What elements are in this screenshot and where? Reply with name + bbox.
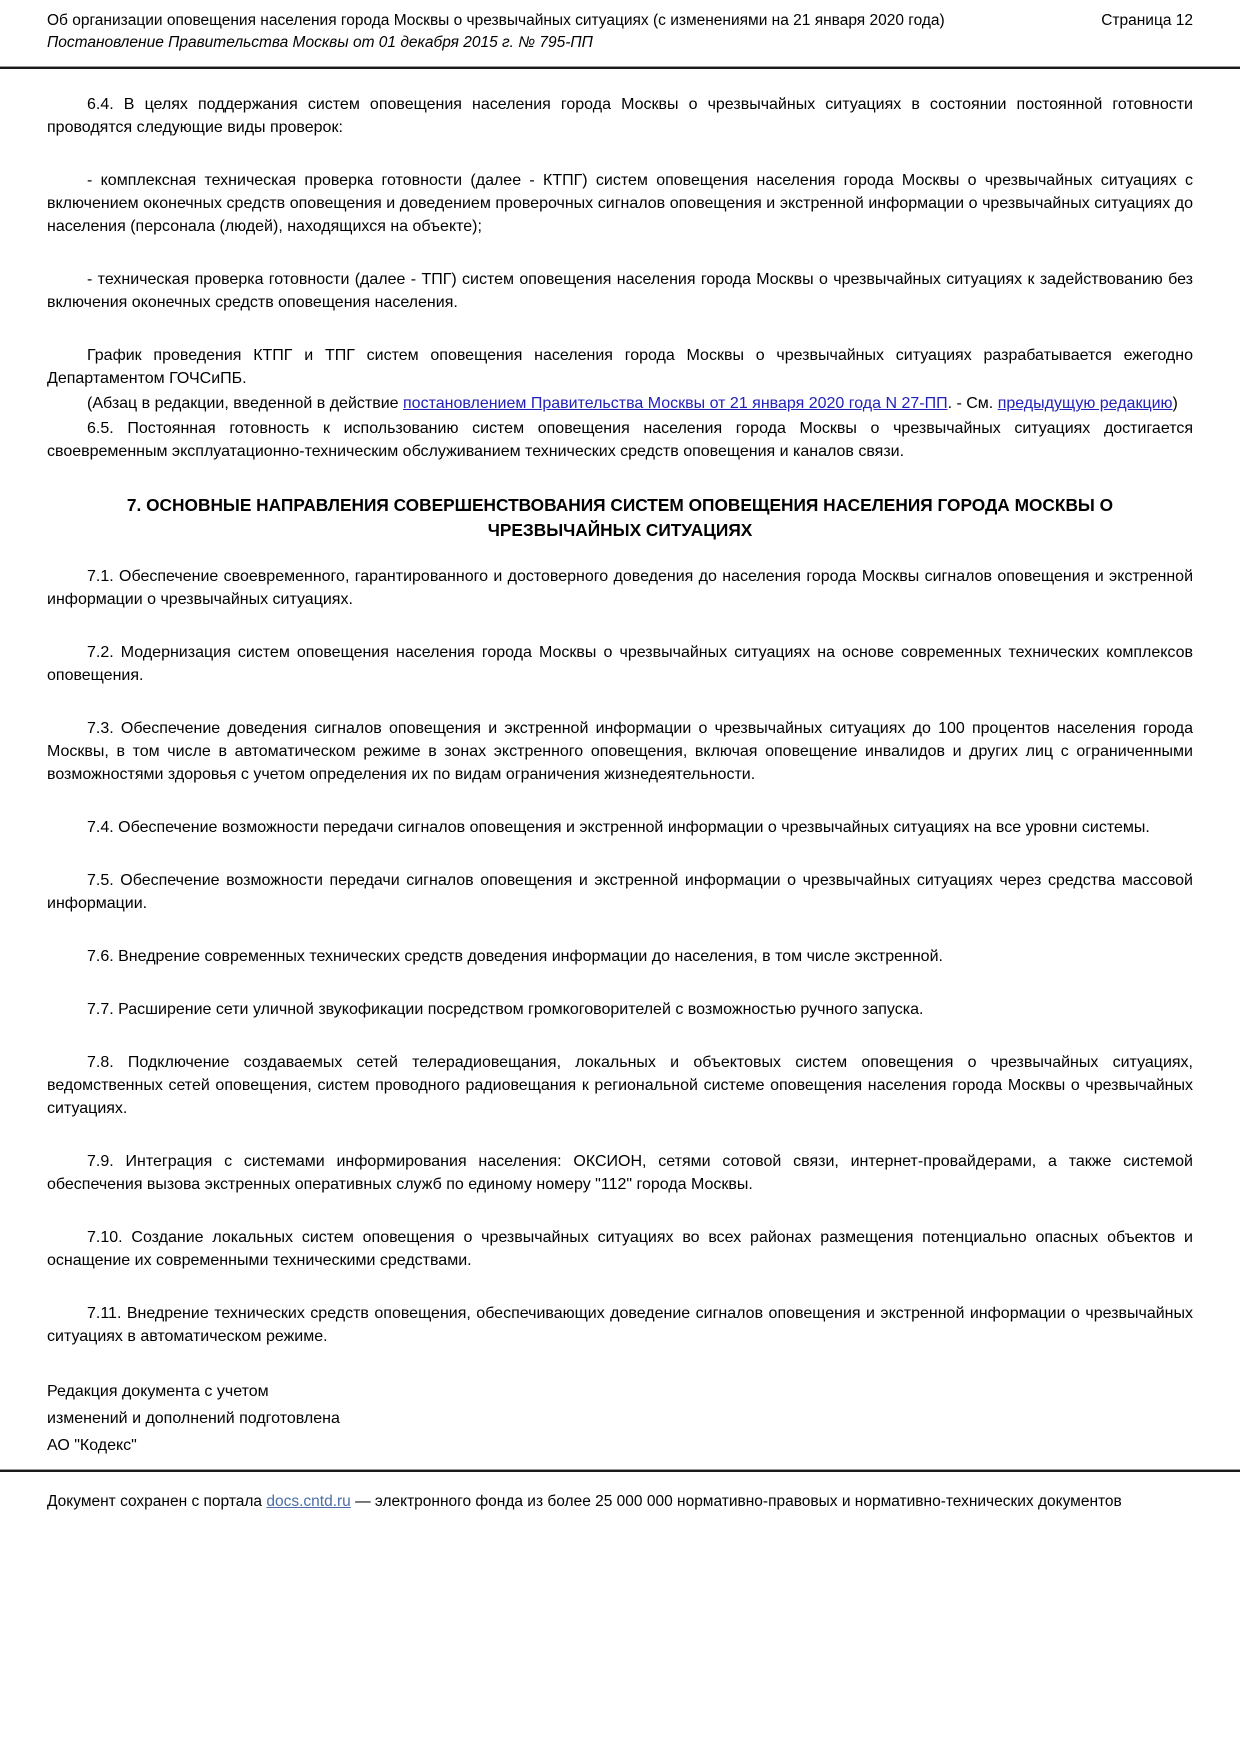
paragraph-7-9: 7.9. Интеграция с системами информирования населения: ОКСИОН, сетями сотовой связи, интернет-провайдерами, а также системой обеспечения вызова экстренных оперативных служб по единому номеру "112" города Москвы. bbox=[47, 1153, 1193, 1193]
footer-text-pre: Документ сохранен с портала bbox=[47, 1493, 267, 1510]
list-item-ktpg: - комплексная техническая проверка готовности (далее - КТПГ) систем оповещения населения города Москвы о чрезвычайных ситуациях с включением оконечных средств оповещения и доведением проверочных сигналов оповещения и экстренной информации о чрезвычайных ситуациях до населения (персонала (людей), находящихся на объекте); bbox=[47, 172, 1193, 235]
paragraph-7-10: 7.10. Создание локальных систем оповещения о чрезвычайных ситуациях во всех районах размещения потенциально опасных объектов и оснащение их современными техническими средствами. bbox=[47, 1229, 1193, 1269]
paragraph-6-4: 6.4. В целях поддержания систем оповещения населения города Москвы о чрезвычайных ситуациях в состоянии постоянной готовности проводятся следующие виды проверок: bbox=[47, 96, 1193, 136]
document-title: Об организации оповещения населения города Москвы о чрезвычайных ситуациях (с изменениями на 21 января 2020 года) bbox=[47, 12, 945, 29]
amendment-text-pre: (Абзац в редакции, введенной в действие bbox=[87, 395, 403, 412]
credits-line-1: Редакция документа с учетом bbox=[47, 1383, 269, 1400]
paragraph-7-1: 7.1. Обеспечение своевременного, гарантированного и достоверного доведения до населения города Москвы сигналов оповещения и экстренной информации о чрезвычайных ситуациях. bbox=[47, 568, 1193, 608]
credits-line-3: АО "Кодекс" bbox=[47, 1437, 137, 1454]
page-header bbox=[0, 0, 1240, 66]
paragraph-amendment-note bbox=[47, 392, 1193, 415]
paragraph-7-7: 7.7. Расширение сети уличной звукофикации посредством громкоговорителей с возможностью ручного запуска. bbox=[87, 1001, 924, 1018]
paragraph-7-2: 7.2. Модернизация систем оповещения населения города Москвы о чрезвычайных ситуациях на основе современных технических комплексов оповещения. bbox=[47, 644, 1193, 684]
portal-link[interactable]: docs.cntd.ru bbox=[266, 1493, 351, 1510]
paragraph-7-8: 7.8. Подключение создаваемых сетей телерадиовещания, локальных и объектовых систем оповещения о чрезвычайных ситуациях, ведомственных сетей оповещения, систем проводного радиовещания к региональной системе оповещения населения города Москвы о чрезвычайных ситуациях. bbox=[47, 1054, 1193, 1117]
page-number: Страница 12 bbox=[1101, 12, 1193, 29]
paragraph-6-5: 6.5. Постоянная готовность к использованию систем оповещения населения города Москвы о чрезвычайных ситуациях достигается своевременным эксплуатационно-техническим обслуживанием технических средств оповещения и каналов связи. bbox=[47, 420, 1193, 460]
amendment-text-mid: . - См. bbox=[947, 395, 998, 412]
paragraph-7-5: 7.5. Обеспечение возможности передачи сигналов оповещения и экстренной информации о чрезвычайных ситуациях через средства массовой информации. bbox=[47, 872, 1193, 912]
paragraph-schedule: График проведения КТПГ и ТПГ систем оповещения населения города Москвы о чрезвычайных ситуациях разрабатывается ежегодно Департаментом ГОЧСиПБ. bbox=[47, 347, 1193, 387]
paragraph-7-4: 7.4. Обеспечение возможности передачи сигналов оповещения и экстренной информации о чрезвычайных ситуациях на все уровни системы. bbox=[87, 819, 1150, 836]
footer-note bbox=[47, 1488, 1187, 1515]
list-item-tpg: - техническая проверка готовности (далее - ТПГ) систем оповещения населения города Москвы о чрезвычайных ситуациях к задействованию без включения оконечных средств оповещения населения. bbox=[47, 271, 1193, 311]
credits-block bbox=[47, 1378, 1193, 1459]
header-title-block bbox=[47, 10, 1077, 54]
paragraph-7-3: 7.3. Обеспечение доведения сигналов оповещения и экстренной информации о чрезвычайных ситуациях до 100 процентов населения города Москвы, в том числе в автоматическом режиме в зонах экстренного оповещения, включая оповещение инвалидов и других лиц с ограниченными возможностями здоровья с учетом определения их по видам ограничения жизнедеятельности. bbox=[47, 720, 1193, 783]
paragraph-7-6: 7.6. Внедрение современных технических средств доведения информации до населения, в том числе экстренной. bbox=[87, 948, 943, 965]
paragraph-7-11: 7.11. Внедрение технических средств оповещения, обеспечивающих доведение сигналов оповещения и экстренной информации о чрезвычайных ситуациях в автоматическом режиме. bbox=[47, 1305, 1193, 1345]
section-7-heading: 7. ОСНОВНЫЕ НАПРАВЛЕНИЯ СОВЕРШЕНСТВОВАНИЯ СИСТЕМ ОПОВЕЩЕНИЯ НАСЕЛЕНИЯ ГОРОДА МОСКВЫ О ЧРЕЗВЫЧАЙНЫХ СИТУАЦИЯХ bbox=[126, 495, 1114, 540]
credits-line-2: изменений и дополнений подготовлена bbox=[47, 1410, 340, 1427]
document-body bbox=[0, 69, 1240, 1459]
amendment-text-post: ) bbox=[1172, 395, 1178, 412]
previous-edition-link[interactable]: предыдущую редакцию bbox=[997, 395, 1173, 412]
document-subtitle: Постановление Правительства Москвы от 01 декабря 2015 г. № 795-ПП bbox=[47, 34, 593, 51]
page-footer bbox=[0, 1472, 1240, 1515]
resolution-27-pp-link[interactable]: постановлением Правительства Москвы от 21 января 2020 года N 27-ПП bbox=[403, 395, 948, 412]
footer-text-post: — электронного фонда из более 25 000 000 нормативно-правовых и нормативно-технических документов bbox=[350, 1493, 1122, 1510]
